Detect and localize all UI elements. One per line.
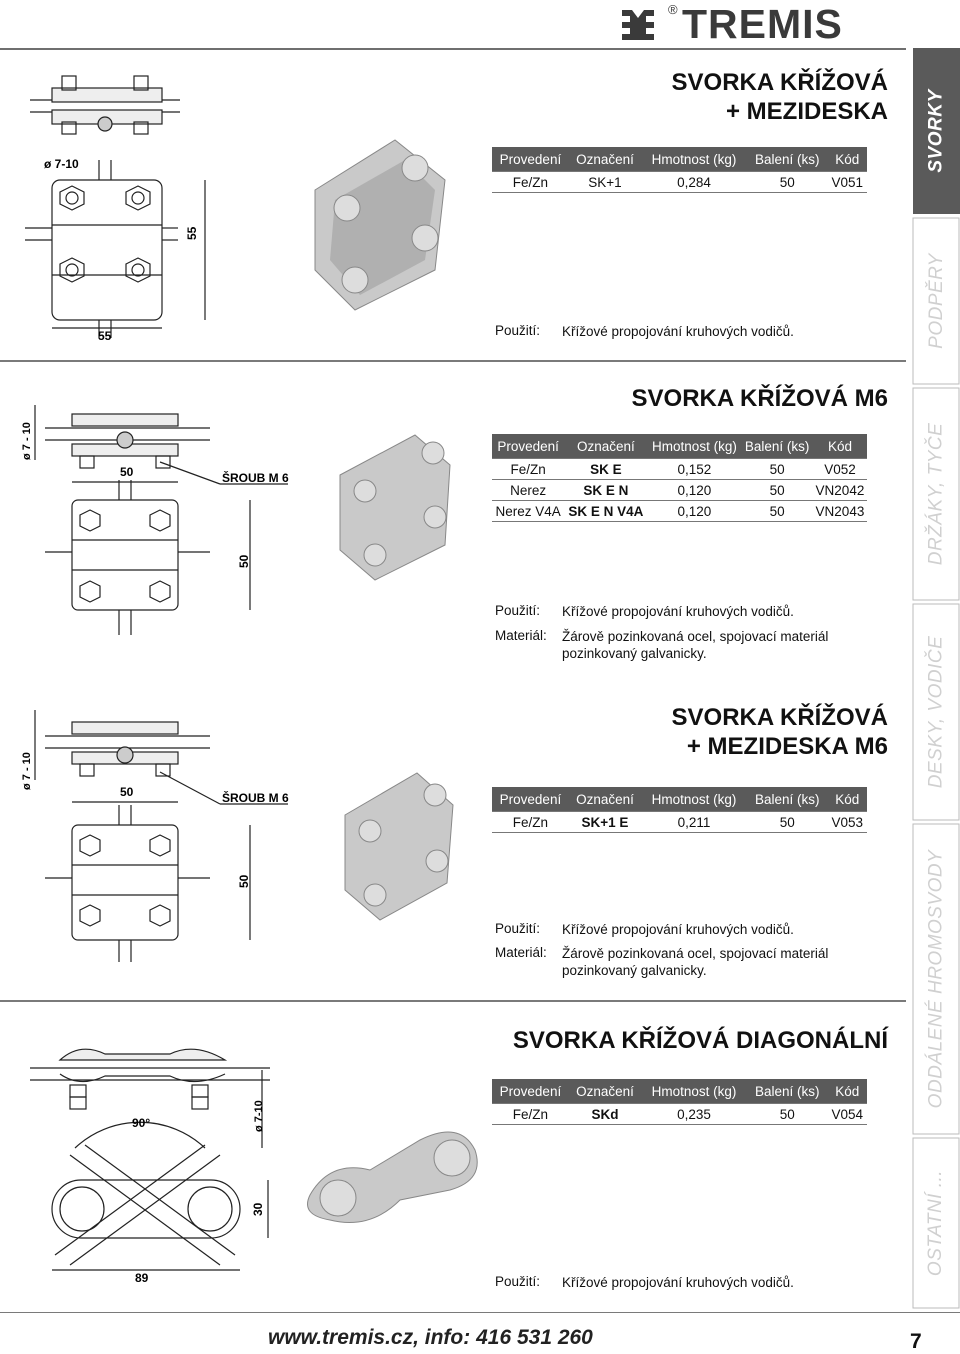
section1-usage-text: Křížové propojování kruhových vodičů.: [562, 324, 794, 339]
dim-width: 50: [120, 465, 134, 479]
section1-title: SVORKA KŘÍŽOVÁ + MEZIDESKA: [671, 69, 888, 125]
dim-width: 89: [135, 1271, 149, 1285]
dim-diameter: ø 7-10: [253, 1100, 265, 1132]
dim-angle: 90°: [132, 1116, 151, 1130]
dim-height: 55: [185, 226, 199, 240]
tab-ostatni[interactable]: OSTATNÍ ...: [913, 1138, 960, 1308]
section-divider: [0, 360, 906, 362]
dim-width: 50: [120, 785, 134, 799]
table-row: Fe/Zn SK+1 E 0,211 50 V053: [492, 812, 867, 833]
drawing-ske: [0, 400, 290, 640]
sidebar-outline: [908, 48, 960, 1310]
section2-title: SVORKA KŘÍŽOVÁ M6: [631, 385, 888, 412]
footer-url[interactable]: www.tremis.cz, info: 416 531 260: [268, 1326, 593, 1349]
section4-usage-label: Použití:: [495, 1274, 541, 1289]
section4-title: SVORKA KŘÍŽOVÁ DIAGONÁLNÍ: [512, 1027, 888, 1054]
section2-material-text: Žárově pozinkovaná ocel, spojovací materiál pozinkovaný galvanicky.: [562, 629, 829, 661]
dim-height: 50: [237, 874, 251, 888]
registered-mark: ®: [668, 2, 678, 17]
tab-drzaky-tyce[interactable]: DRŽÁKY, TYČE: [913, 388, 960, 600]
dim-width: 55: [98, 329, 112, 340]
section1-table: Provedení Označení Hmotnost (kg) Balení (ks) Kód Fe/Zn SK+1 0,284 50 V051: [492, 147, 867, 193]
header-rule: [0, 48, 906, 50]
section3-title: SVORKA KŘÍŽOVÁ + MEZIDESKA M6: [671, 704, 888, 760]
table-row: Fe/Zn SK E 0,152 50 V052: [492, 459, 867, 480]
section3-table: Provedení Označení Hmotnost (kg) Balení (ks) Kód Fe/Zn SK+1 E 0,211 50 V053: [492, 787, 867, 833]
table-row: Nerez SK E N 0,120 50 VN2042: [492, 480, 867, 501]
section2-material-label: Materiál:: [495, 628, 547, 643]
dim-height: 30: [251, 1202, 265, 1216]
dim-diameter: ø 7 - 10: [21, 422, 33, 460]
footer-rule: [0, 1312, 960, 1313]
tab-desky-vodice[interactable]: DESKY, VODIČE: [913, 604, 960, 820]
tab-oddalene-hromosvody[interactable]: ODDÁLENÉ HROMOSVODY: [913, 824, 960, 1134]
table-row: Fe/Zn SKd 0,235 50 V054: [492, 1104, 867, 1125]
page-number: 7: [910, 1330, 922, 1353]
photo-skd: [300, 1100, 485, 1230]
section3-usage-label: Použití:: [495, 921, 541, 936]
dim-diameter: ø 7-10: [44, 157, 79, 171]
section2-usage-text: Křížové propojování kruhových vodičů.: [562, 604, 794, 619]
section4-table: Provedení Označení Hmotnost (kg) Balení (ks) Kód Fe/Zn SKd 0,235 50 V054: [492, 1079, 867, 1125]
screw-label: ŠROUB M 6: [222, 791, 289, 805]
section4-usage-text: Křížové propojování kruhových vodičů.: [562, 1275, 794, 1290]
tab-svorky[interactable]: SVORKY: [913, 48, 960, 214]
section2-usage-label: Použití:: [495, 603, 541, 618]
brand-logo: [618, 1, 890, 47]
tab-podpery[interactable]: PODPĚRY: [913, 218, 960, 384]
drawing-sk1e: [0, 700, 290, 970]
drawing-skd: [0, 1030, 290, 1285]
section3-material-label: Materiál:: [495, 945, 547, 960]
section3-material-text: Žárově pozinkovaná ocel, spojovací materiál pozinkovaný galvanicky.: [562, 946, 829, 978]
table-row: Fe/Zn SK+1 0,284 50 V051: [492, 172, 867, 193]
photo-ske: [320, 415, 465, 585]
screw-label: ŠROUB M 6: [222, 471, 289, 485]
section-divider: [0, 1000, 906, 1002]
dim-height: 50: [237, 554, 251, 568]
section1-usage-label: Použití:: [495, 323, 541, 338]
drawing-sk1: [0, 60, 230, 340]
photo-sk1: [285, 120, 465, 320]
table-row: Nerez V4A SK E N V4A 0,120 50 VN2043: [492, 501, 867, 522]
section2-table: Provedení Označení Hmotnost (kg) Balení (ks) Kód Fe/Zn SK E 0,152 50 V052 Nerez SK E N 0,120 50 VN2042 Nerez V4A SK E N V4A 0,120 50 VN2043: [492, 434, 867, 522]
photo-sk1e: [325, 755, 465, 925]
section3-usage-text: Křížové propojování kruhových vodičů.: [562, 922, 794, 937]
brand-name: TREMIS: [682, 1, 843, 47]
dim-diameter: ø 7 - 10: [21, 752, 33, 790]
